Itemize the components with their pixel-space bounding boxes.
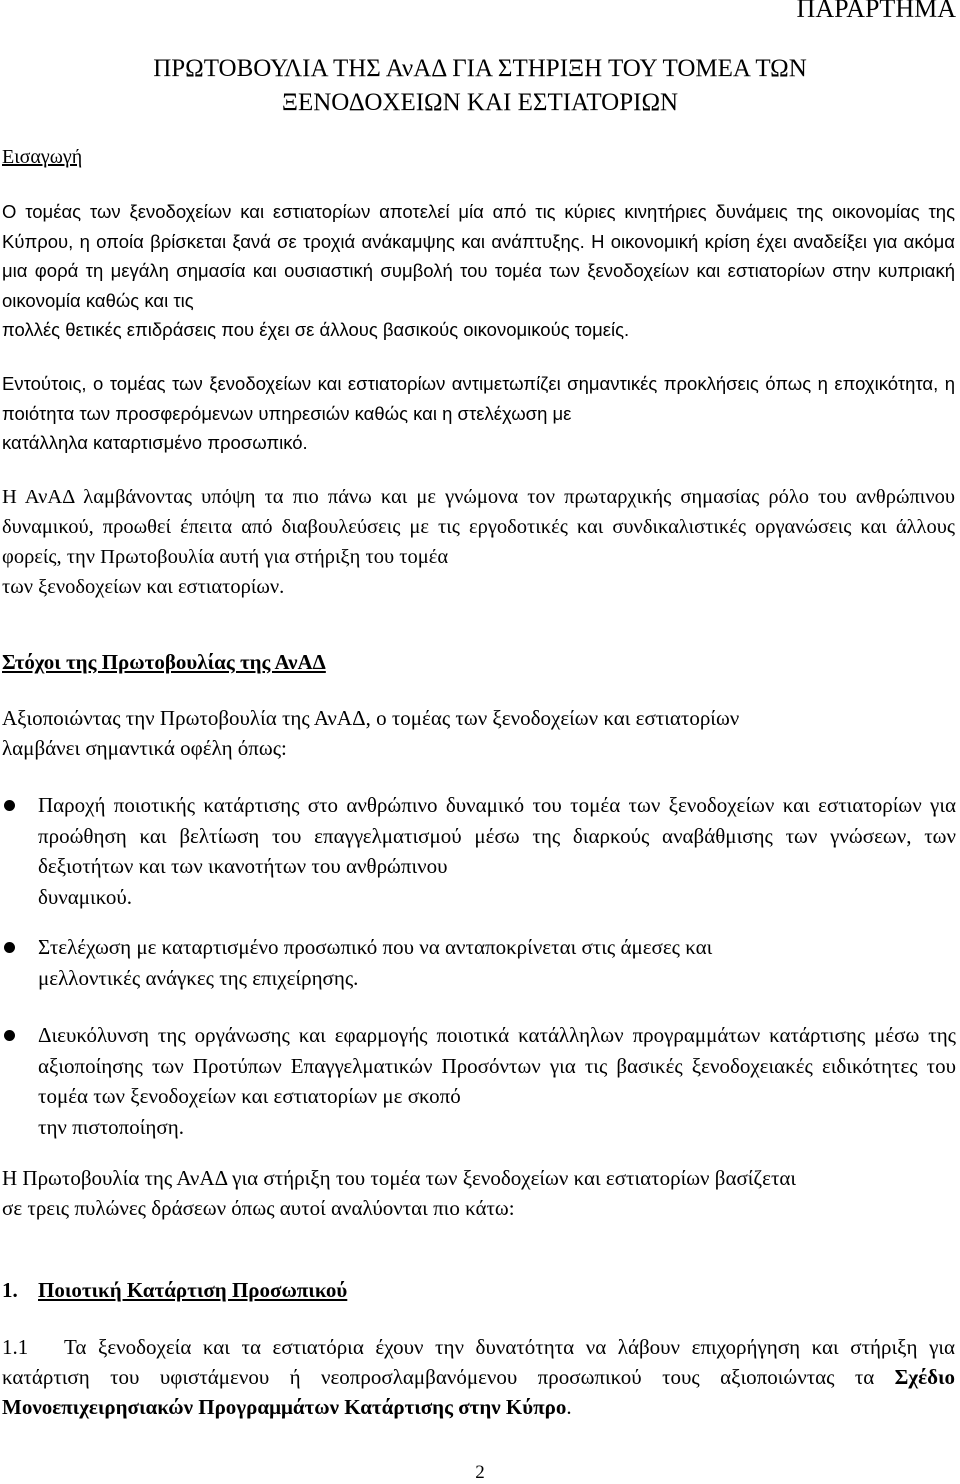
title-line-2: ΞΕΝΟΔΟΧΕΙΩΝ ΚΑΙ ΕΣΤΙΑΤΟΡΙΩΝ	[281, 89, 679, 116]
page-title	[0, 52, 960, 120]
intro-paragraph-1	[2, 197, 955, 345]
list-item-last-line: δυναμικού.	[38, 884, 132, 909]
intro-paragraph-1-last-line: πολλές θετικές επιδράσεις που έχει σε άλλους βασικούς οικονομικούς τομείς.	[2, 319, 630, 340]
list-item-text	[38, 932, 956, 993]
intro-paragraph-3-text: Η ΑνΑΔ λαμβάνοντας υπόψη τα πιο πάνω και με γνώμονα τον πρωταρχικής σημασίας ρόλο του ανθρώπινου δυναμικού, προωθεί έπειτα από διαβουλεύσεις με τις εργοδοτικές και συνδικαλιστικές οργανώσεις και άλλους φορείς, την Πρωτοβουλία αυτή για στήριξη του τομέα	[2, 486, 955, 568]
intro-paragraph-2	[2, 369, 955, 458]
section-1-1-end: .	[566, 1395, 572, 1419]
bullet-icon	[4, 1030, 15, 1041]
goals-heading: Στόχοι της Πρωτοβουλίας της ΑνΑΔ	[2, 650, 326, 674]
list-item-body: Διευκόλυνση της οργάνωσης και εφαρμογής ποιοτικά κατάλληλων προγραμμάτων κατάρτισης μέσω της αξιοποίησης των Προτύπων Επαγγελματικών Προσόντων για τις βασικές ξενοδοχειακές ειδικότητες του τομέα των ξενοδοχείων και εστιατορίων με σκοπό	[38, 1023, 956, 1108]
intro-paragraph-2-text: Εντούτοις, ο τομέας των ξενοδοχείων και εστιατορίων αντιμετωπίζει σημαντικές προκλήσεις όπως η εποχικότητα, η ποιότητα των προσφερόμενων υπηρεσιών καθώς και η στελέχωση με	[2, 373, 955, 424]
intro-heading: Εισαγωγή	[2, 146, 83, 168]
intro-paragraph-3-last-line: των ξενοδοχείων και εστιατορίων.	[2, 576, 285, 598]
goals-paragraph-text: Αξιοποιώντας την Πρωτοβουλία της ΑνΑΔ, ο τομέας των ξενοδοχείων και εστιατορίων	[2, 706, 740, 730]
bullet-icon	[4, 800, 15, 811]
intro-paragraph-1-text: Ο τομέας των ξενοδοχείων και εστιατορίων αποτελεί μία από τις κύριες κινητήριες δυνάμεις της οικονομίας της Κύπρου, η οποία βρίσκεται ξανά σε τροχιά ανάκαμψης και ανάπτυξης. Η οικονομική κρίση έχει αναδείξει για ακόμα μια φορά τη μεγάλη σημασία και ουσιαστική συμβολή του τομέα των ξενοδοχείων και εστιατορίων στην κυπριακή οικονομία καθώς και τις	[2, 201, 955, 311]
section-1-1-bold-text: Σχέδιο Μονοεπιχειρησιακών Προγραμμάτων Κατάρτισης στην Κύπρο	[2, 1365, 955, 1419]
pillars-paragraph-text: Η Πρωτοβουλία της ΑνΑΔ για στήριξη του τομέα των ξενοδοχείων και εστιατορίων βασίζεται	[2, 1166, 797, 1190]
section-1-heading	[2, 1278, 347, 1303]
list-item-last-line: μελλοντικές ανάγκες της επιχείρησης.	[38, 965, 359, 990]
pillars-paragraph-last-line: σε τρεις πυλώνες δράσεων όπως αυτοί αναλύονται πιο κάτω:	[2, 1196, 515, 1220]
list-item-last-line: την πιστοποίηση.	[38, 1114, 184, 1139]
list-item-text	[38, 790, 956, 912]
intro-paragraph-2-last-line: κατάλληλα καταρτισμένο προσωπικό.	[2, 432, 308, 453]
section-1-title: Ποιοτική Κατάρτιση Προσωπικού	[38, 1278, 348, 1302]
bullet-icon	[4, 942, 15, 953]
section-1-1-paragraph	[2, 1332, 955, 1422]
goals-paragraph	[2, 703, 955, 763]
list-item-body: Παροχή ποιοτικής κατάρτισης στο ανθρώπινο δυναμικό του τομέα των ξενοδοχείων και εστιατορίων για προώθηση και βελτίωση του επαγγελματισμού μέσω της διαρκούς αναβάθμισης των γνώσεων, των δεξιοτήτων και των ικανοτήτων του ανθρώπινου	[38, 793, 956, 878]
intro-paragraph-3	[2, 482, 955, 602]
list-item-body: Στελέχωση με καταρτισμένο προσωπικό που να ανταποκρίνεται στις άμεσες και	[38, 935, 713, 959]
section-1-number: 1.	[2, 1278, 18, 1302]
title-line-1: ΠΡΩΤΟΒΟΥΛΙΑ ΤΗΣ ΑνΑΔ ΓΙΑ ΣΤΗΡΙΞΗ ΤΟΥ ΤΟΜΕΑ ΤΩΝ	[153, 55, 807, 82]
pillars-paragraph	[2, 1163, 955, 1223]
page-number: 2	[475, 1462, 485, 1483]
section-1-1-number: 1.1	[2, 1335, 29, 1359]
section-1-1-text: Τα ξενοδοχεία και τα εστιατόρια έχουν την δυνατότητα να λάβουν επιχορήγηση και στήριξη για κατάρτιση του υφιστάμενου ή νεοπροσλαμβανόμενου προσωπικού τους αξιοποιώντας τα	[2, 1335, 955, 1389]
goals-paragraph-last-line: λαμβάνει σημαντικά οφέλη όπως:	[2, 736, 287, 760]
list-item-text	[38, 1020, 956, 1142]
annex-label: ΠΑΡΑΡΤΗΜΑ	[796, 0, 956, 23]
